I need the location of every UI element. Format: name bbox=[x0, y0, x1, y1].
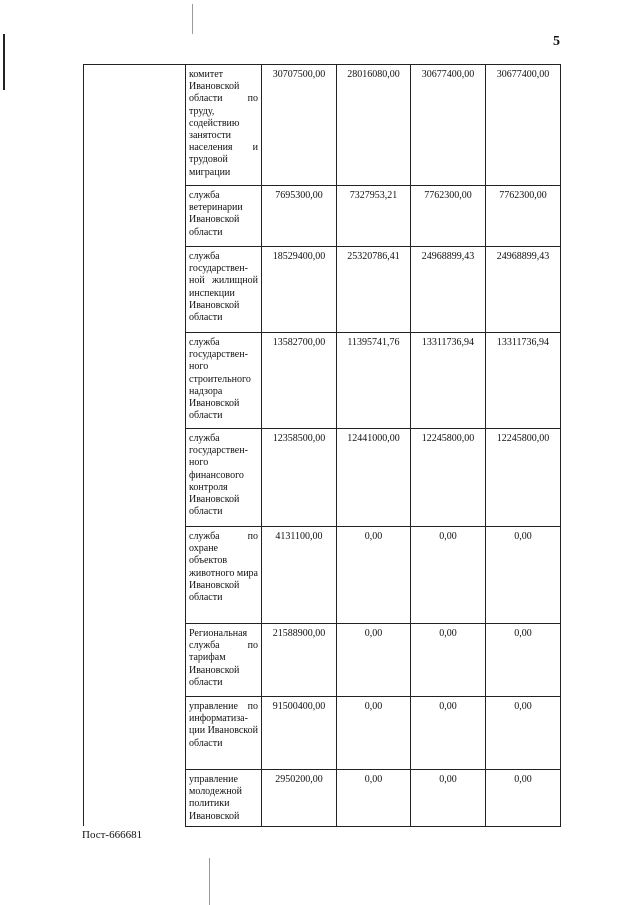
amount-cell: 12358500,00 bbox=[262, 429, 337, 527]
budget-table bbox=[83, 64, 561, 827]
table-row bbox=[84, 527, 561, 624]
amount-cell: 7695300,00 bbox=[262, 186, 337, 247]
amount-cell: 0,00 bbox=[411, 697, 486, 770]
amount-cell: 30677400,00 bbox=[486, 65, 561, 186]
amount-cell: 21588900,00 bbox=[262, 624, 337, 697]
amount-cell: 7762300,00 bbox=[486, 186, 561, 247]
amount-cell: 0,00 bbox=[337, 527, 411, 624]
empty-cell bbox=[84, 624, 186, 697]
amount-cell: 0,00 bbox=[337, 697, 411, 770]
amount-cell: 25320786,41 bbox=[337, 247, 411, 333]
org-name-cell: служба государственного финансового контроля Ивановской области bbox=[186, 429, 262, 527]
amount-cell: 13582700,00 bbox=[262, 333, 337, 429]
amount-cell: 11395741,76 bbox=[337, 333, 411, 429]
scan-artifact-line bbox=[192, 4, 193, 34]
org-name-cell: комитет Ивановской области по труду, содействию занятости населения и трудовой миграции bbox=[186, 65, 262, 186]
table-row bbox=[84, 770, 561, 827]
empty-cell bbox=[84, 333, 186, 429]
amount-cell: 30707500,00 bbox=[262, 65, 337, 186]
org-name-cell: служба государственной жилищной инспекции Ивановской области bbox=[186, 247, 262, 333]
table-row bbox=[84, 429, 561, 527]
empty-cell bbox=[84, 527, 186, 624]
amount-cell: 0,00 bbox=[486, 624, 561, 697]
org-name-cell: управление по информатизации Ивановской области bbox=[186, 697, 262, 770]
org-name-cell: Региональная служба по тарифам Ивановской области bbox=[186, 624, 262, 697]
amount-cell: 12245800,00 bbox=[411, 429, 486, 527]
empty-cell bbox=[84, 429, 186, 527]
amount-cell: 0,00 bbox=[411, 770, 486, 827]
amount-cell: 0,00 bbox=[411, 624, 486, 697]
table-row bbox=[84, 624, 561, 697]
amount-cell: 2950200,00 bbox=[262, 770, 337, 827]
amount-cell: 13311736,94 bbox=[411, 333, 486, 429]
org-name-cell: управление молодежной политики Ивановской bbox=[186, 770, 262, 827]
amount-cell: 7762300,00 bbox=[411, 186, 486, 247]
table-row bbox=[84, 186, 561, 247]
amount-cell: 24968899,43 bbox=[411, 247, 486, 333]
table-row bbox=[84, 333, 561, 429]
amount-cell: 30677400,00 bbox=[411, 65, 486, 186]
amount-cell: 91500400,00 bbox=[262, 697, 337, 770]
table-row bbox=[84, 65, 561, 186]
scan-margin-mark bbox=[3, 34, 5, 90]
page-number: 5 bbox=[553, 34, 560, 49]
empty-cell bbox=[84, 247, 186, 333]
table-row bbox=[84, 247, 561, 333]
table-row bbox=[84, 697, 561, 770]
amount-cell: 13311736,94 bbox=[486, 333, 561, 429]
amount-cell: 0,00 bbox=[411, 527, 486, 624]
empty-cell bbox=[84, 697, 186, 770]
amount-cell: 0,00 bbox=[486, 527, 561, 624]
empty-cell bbox=[84, 186, 186, 247]
amount-cell: 24968899,43 bbox=[486, 247, 561, 333]
scan-artifact-line bbox=[209, 858, 210, 905]
org-name-cell: служба ветеринарии Ивановской области bbox=[186, 186, 262, 247]
amount-cell: 12441000,00 bbox=[337, 429, 411, 527]
empty-cell bbox=[84, 770, 186, 827]
amount-cell: 4131100,00 bbox=[262, 527, 337, 624]
amount-cell: 0,00 bbox=[486, 770, 561, 827]
amount-cell: 28016080,00 bbox=[337, 65, 411, 186]
org-name-cell: служба государственного строительного надзора Ивановской области bbox=[186, 333, 262, 429]
amount-cell: 7327953,21 bbox=[337, 186, 411, 247]
org-name-cell: служба по охране объектов животного мира Ивановской области bbox=[186, 527, 262, 624]
amount-cell: 0,00 bbox=[337, 624, 411, 697]
amount-cell: 0,00 bbox=[337, 770, 411, 827]
empty-cell bbox=[84, 65, 186, 186]
document-code: Пост-666681 bbox=[82, 829, 143, 841]
amount-cell: 12245800,00 bbox=[486, 429, 561, 527]
amount-cell: 0,00 bbox=[486, 697, 561, 770]
amount-cell: 18529400,00 bbox=[262, 247, 337, 333]
